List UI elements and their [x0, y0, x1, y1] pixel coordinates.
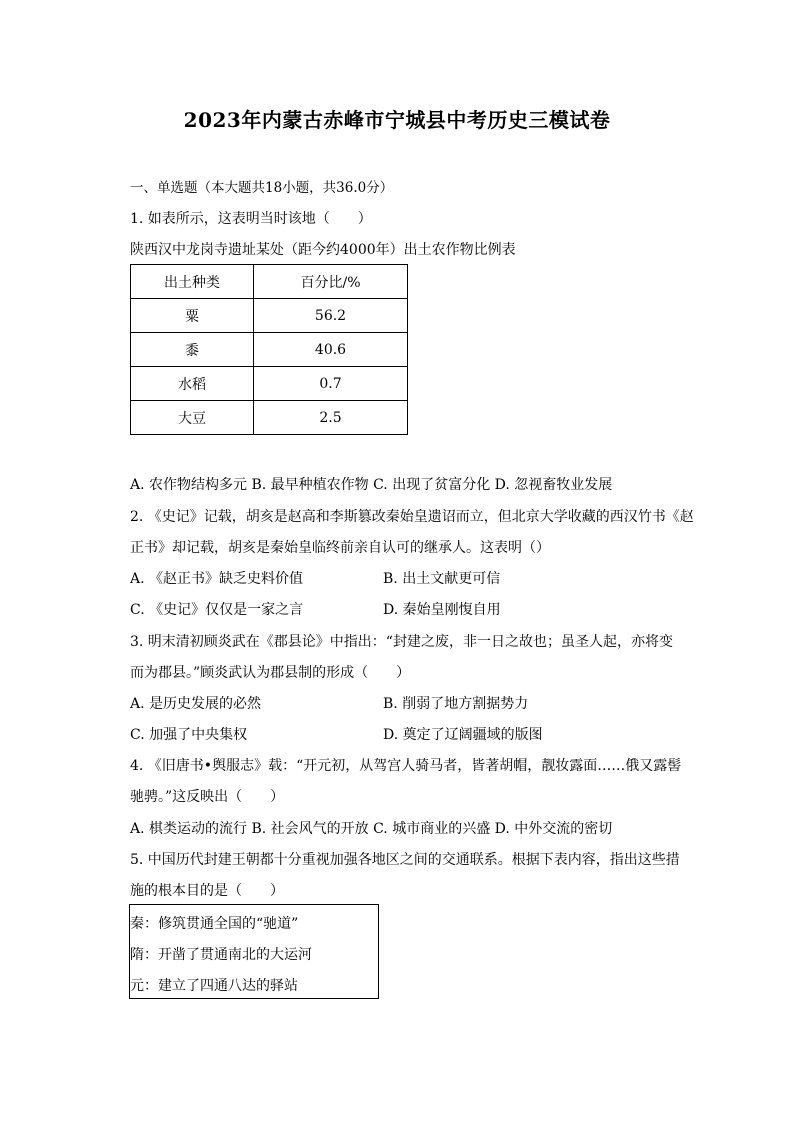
section-heading: 一、单选题（本大题共18小题，共36.0分）: [130, 180, 394, 196]
question-2-stem-line-1: 2. 《史记》记载，胡亥是赵高和李斯篡改秦始皇遗诏而立，但北京大学收藏的西汉竹书《赵: [130, 509, 694, 525]
table-cell: 水稻: [131, 367, 254, 401]
material-line: 元：建立了四通八达的驿站: [130, 978, 298, 994]
question-2-option-d: D. 秦始皇刚愎自用: [383, 602, 501, 618]
material-line: 秦：修筑贯通全国的“驰道”: [130, 916, 299, 932]
table-header-row: [131, 265, 408, 299]
question-5-stem-line-2: 施的根本目的是（ ）: [130, 883, 284, 899]
table-header-cell: 出土种类: [131, 265, 254, 299]
table-cell: 大豆: [131, 401, 254, 435]
table-cell: 2.5: [254, 401, 408, 435]
question-3-option-c: C. 加强了中央集权: [130, 727, 248, 743]
question-2-option-b: B. 出土文献更可信: [383, 571, 501, 587]
question-2-stem-line-2: 正书》却记载，胡亥是秦始皇临终前亲自认可的继承人。这表明（）: [130, 540, 550, 556]
table-row: [131, 333, 408, 367]
table-cell: 粟: [131, 299, 254, 333]
question-5-material-box: [129, 904, 379, 999]
crop-ratio-table: [130, 264, 408, 435]
question-3-stem-line-2: 而为郡县。”顾炎武认为郡县制的形成（ ）: [130, 665, 411, 681]
table-row: [131, 401, 408, 435]
question-4-options: A. 棋类运动的流行 B. 社会风气的开放 C. 城市商业的兴盛 D. 中外交流的密切: [130, 821, 613, 837]
question-2-option-a: A. 《赵正书》缺乏史料价值: [130, 571, 304, 587]
question-2-option-c: C. 《史记》仅仅是一家之言: [130, 602, 304, 618]
page-title: 2023年内蒙古赤峰市宁城县中考历史三模试卷: [183, 108, 611, 132]
question-5-stem-line-1: 5. 中国历代封建王朝都十分重视加强各地区之间的交通联系。根据下表内容，指出这些措: [130, 852, 680, 868]
question-1-options: A. 农作物结构多元 B. 最早种植农作物 C. 出现了贫富分化 D. 忽视畜牧业发展: [130, 477, 613, 493]
table-cell: 黍: [131, 333, 254, 367]
table-cell: 0.7: [254, 367, 408, 401]
table-cell: 56.2: [254, 299, 408, 333]
question-3-stem-line-1: 3. 明末清初顾炎武在《郡县论》中指出：“封建之废，非一日之故也；虽圣人起，亦将变: [130, 634, 673, 650]
question-4-stem-line-2: 驰骋。”这反映出（ ）: [130, 789, 285, 805]
table-row: [131, 299, 408, 333]
question-4-stem-line-1: 4. 《旧唐书•舆服志》载：“开元初，从驾宫人骑马者，皆著胡帽，靓妆露面……俄又露髻: [130, 758, 682, 774]
question-3-option-b: B. 削弱了地方割据势力: [383, 696, 529, 712]
table-row: [131, 367, 408, 401]
material-line: 隋：开凿了贯通南北的大运河: [130, 947, 312, 963]
question-3-option-a: A. 是历史发展的必然: [130, 696, 262, 712]
question-1-stem: 1. 如表所示，这表明当时该地（ ）: [130, 211, 372, 227]
question-1-table-caption: 陕西汉中龙岗寺遗址某处（距今约4000年）出土农作物比例表: [130, 242, 516, 258]
table-cell: 40.6: [254, 333, 408, 367]
question-3-option-d: D. 奠定了辽阔疆域的版图: [383, 727, 543, 743]
table-header-cell: 百分比/%: [254, 265, 408, 299]
